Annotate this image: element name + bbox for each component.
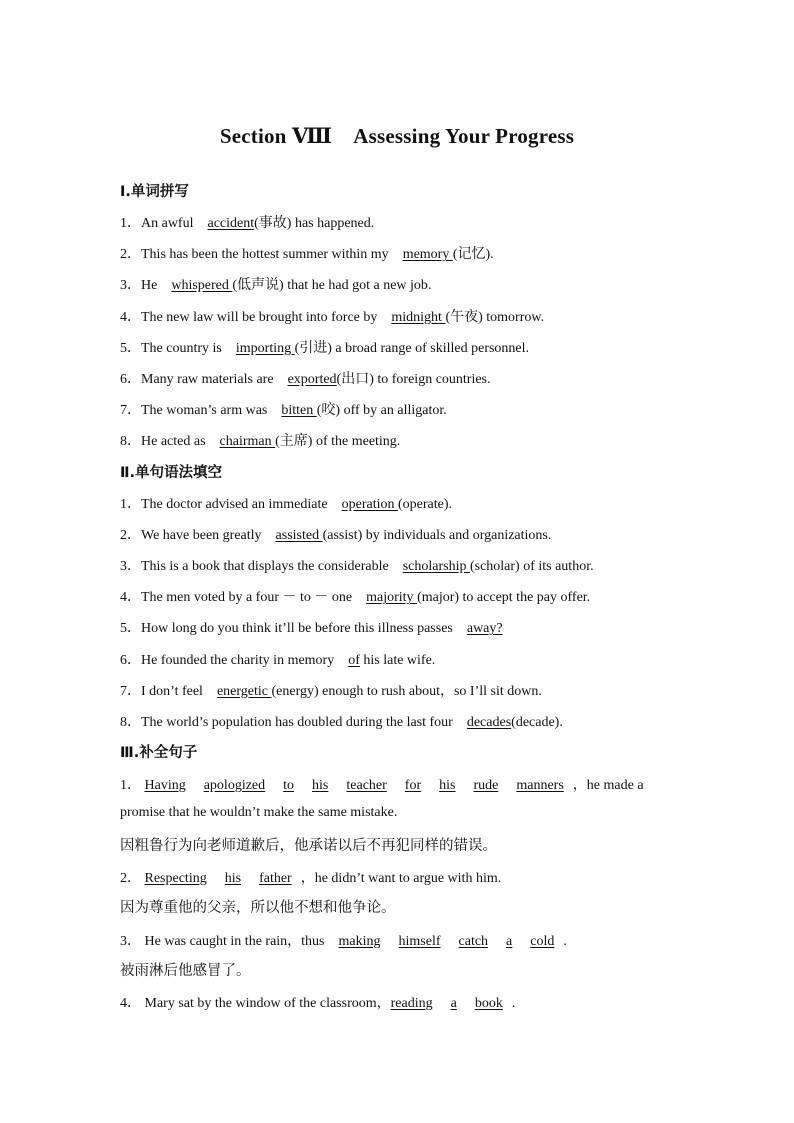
item-text-after: ，he didn’t want to argue with him. xyxy=(300,871,502,886)
item-number: 6． xyxy=(120,372,141,387)
answer-word: to xyxy=(283,778,295,793)
item-text-after: (major) to accept the pay offer. xyxy=(417,590,591,606)
answer-blank: majority xyxy=(366,590,418,606)
item-number: 6． xyxy=(120,652,141,668)
answer-word: for xyxy=(404,778,422,793)
item-text-after: (energy) enough to rush about，so I’ll sit down. xyxy=(271,683,542,699)
answer-group xyxy=(339,934,564,949)
item-text-before: The men voted by a four － to － one xyxy=(141,590,353,606)
item-text-after: (decade). xyxy=(511,714,563,730)
item-text-after: . xyxy=(563,934,567,949)
answer-blank: bitten xyxy=(281,403,317,419)
answer-blank: midnight xyxy=(391,309,446,325)
answer-blank: assisted xyxy=(275,528,323,544)
item-text-before: Many raw materials are xyxy=(141,372,274,387)
item-number: 8． xyxy=(120,434,141,450)
item-number: 4． xyxy=(120,996,141,1011)
item-text-before: Mary sat by the window of the classroom， xyxy=(144,996,391,1011)
item-text-after: (记忆). xyxy=(452,247,494,263)
item-text-after: . xyxy=(511,996,516,1011)
answer-word: teacher xyxy=(346,778,387,793)
answer-word: a xyxy=(506,934,513,949)
item-number: 5． xyxy=(120,340,141,356)
item-number: 8． xyxy=(120,714,141,730)
item-number: 3． xyxy=(120,278,141,294)
answer-blank: decades xyxy=(466,714,512,730)
grammar-item-2 xyxy=(120,524,551,544)
item-number: 4． xyxy=(120,590,141,606)
section-heading-grammar: Ⅱ.单句语法填空 xyxy=(120,465,223,481)
answer-word: his xyxy=(312,778,329,793)
answer-blank: away? xyxy=(466,621,503,637)
sentence-completion-item-2 xyxy=(120,867,501,887)
item-number: 3． xyxy=(120,934,141,949)
answer-blank: operation xyxy=(341,497,398,512)
item-text-before: He xyxy=(141,278,158,294)
item-text-before: The world’s population has doubled during the last four xyxy=(141,714,453,730)
item-number: 1． xyxy=(120,497,141,512)
page-title: Section Ⅷ Assessing Your Progress xyxy=(219,124,575,148)
spelling-item-8 xyxy=(120,430,400,450)
answer-word: manners xyxy=(516,778,564,793)
answer-blank: importing xyxy=(235,340,295,356)
item-number: 2． xyxy=(120,528,141,544)
spelling-item-1 xyxy=(120,212,374,232)
item-text-after: (出口) to foreign countries. xyxy=(336,372,491,387)
item-text-after: his late wife. xyxy=(359,652,436,668)
answer-blank: chairman xyxy=(219,434,276,450)
item-number: 7． xyxy=(120,683,141,699)
answer-group xyxy=(391,996,512,1011)
item-text-before: He acted as xyxy=(141,434,206,450)
item-text-after: (operate). xyxy=(397,497,453,512)
grammar-item-1 xyxy=(120,493,452,513)
answer-blank: exported xyxy=(287,372,337,387)
answer-blank: whispered xyxy=(171,278,233,294)
item-text-after: (低声说) that he had got a new job. xyxy=(232,278,432,294)
item-text-after: (scholar) of its author. xyxy=(469,559,594,575)
answer-word: apologized xyxy=(203,778,266,793)
item-number: 3． xyxy=(120,559,141,575)
item-text-before: This is a book that displays the considerable xyxy=(141,559,389,575)
item-text-after: (主席) of the meeting. xyxy=(275,434,401,450)
answer-word: his xyxy=(224,871,242,886)
item-text-after: (引进) a broad range of skilled personnel. xyxy=(294,340,530,356)
answer-word: reading xyxy=(390,996,433,1011)
grammar-item-8 xyxy=(120,711,563,731)
answer-blank: memory xyxy=(402,247,453,263)
chinese-translation: 因粗鲁行为向老师道歉后，他承诺以后不再犯同样的错误。 xyxy=(120,838,497,854)
item-text-before: The new law will be brought into force by xyxy=(141,309,378,325)
answer-word: cold xyxy=(530,934,555,949)
chinese-translation: 因为尊重他的父亲，所以他不想和他争论。 xyxy=(120,900,396,916)
spelling-item-7 xyxy=(120,399,447,419)
item-text-before: The woman’s arm was xyxy=(141,403,268,419)
item-text-after: ，he made a xyxy=(572,778,644,793)
item-text-before: An awful xyxy=(141,216,194,231)
answer-word: a xyxy=(450,996,457,1011)
grammar-item-5 xyxy=(120,617,503,637)
answer-word: father xyxy=(259,871,292,886)
item-text-before: This has been the hottest summer within my xyxy=(141,247,389,263)
sentence-completion-item-3 xyxy=(120,930,567,950)
answer-group xyxy=(145,871,301,886)
grammar-item-7 xyxy=(120,680,542,700)
spelling-item-2 xyxy=(120,243,494,263)
item-number: 1． xyxy=(120,216,141,231)
chinese-translation: 被雨淋后他感冒了。 xyxy=(120,963,251,979)
spelling-item-3 xyxy=(120,274,431,294)
item-number: 1． xyxy=(120,778,141,793)
item-number: 2． xyxy=(120,871,141,886)
item-text-after: (咬) off by an alligator. xyxy=(316,403,447,419)
item-text-before: How long do you think it’ll be before this illness passes xyxy=(141,621,453,637)
item-number: 2． xyxy=(120,247,141,263)
answer-group xyxy=(145,778,573,793)
item-text-before: The doctor advised an immediate xyxy=(141,497,328,512)
item-text-before: He was caught in the rain，thus xyxy=(144,934,325,949)
answer-word: his xyxy=(439,778,456,793)
answer-word: Having xyxy=(144,778,186,793)
section-heading-completion: Ⅲ.补全句子 xyxy=(120,745,198,761)
answer-word: himself xyxy=(398,934,441,949)
answer-word: catch xyxy=(458,934,489,949)
section-heading-vocabulary: Ⅰ.单词拼写 xyxy=(120,184,189,200)
spelling-item-4 xyxy=(120,306,544,326)
answer-blank: of xyxy=(348,652,360,668)
spelling-item-5 xyxy=(120,337,529,357)
spelling-item-6 xyxy=(120,368,491,388)
item-text-before: The country is xyxy=(141,340,222,356)
item-text-after: (assist) by individuals and organizations. xyxy=(322,528,552,544)
item-text-before: We have been greatly xyxy=(141,528,262,544)
item-number: 4． xyxy=(120,309,141,325)
item-text-before: I don’t feel xyxy=(141,683,203,699)
item-number: 5． xyxy=(120,621,141,637)
answer-word: book xyxy=(474,996,503,1011)
item-text-after: (午夜) tomorrow. xyxy=(445,309,545,325)
grammar-item-3 xyxy=(120,555,594,575)
item-number: 7． xyxy=(120,403,141,419)
answer-blank: accident xyxy=(207,216,255,231)
answer-word: Respecting xyxy=(144,871,207,886)
sentence-continuation: promise that he wouldn’t make the same mistake. xyxy=(120,805,398,820)
answer-blank: scholarship xyxy=(402,559,470,575)
answer-word: rude xyxy=(473,778,499,793)
grammar-item-6 xyxy=(120,649,435,669)
sentence-completion-item-4 xyxy=(120,992,515,1012)
item-text-after: (事故) has happened. xyxy=(254,216,375,231)
item-text-before: He founded the charity in memory xyxy=(141,652,335,668)
grammar-item-4 xyxy=(120,586,590,606)
sentence-completion-item-1 xyxy=(120,774,644,794)
answer-blank: energetic xyxy=(216,683,272,699)
answer-word: making xyxy=(338,934,381,949)
